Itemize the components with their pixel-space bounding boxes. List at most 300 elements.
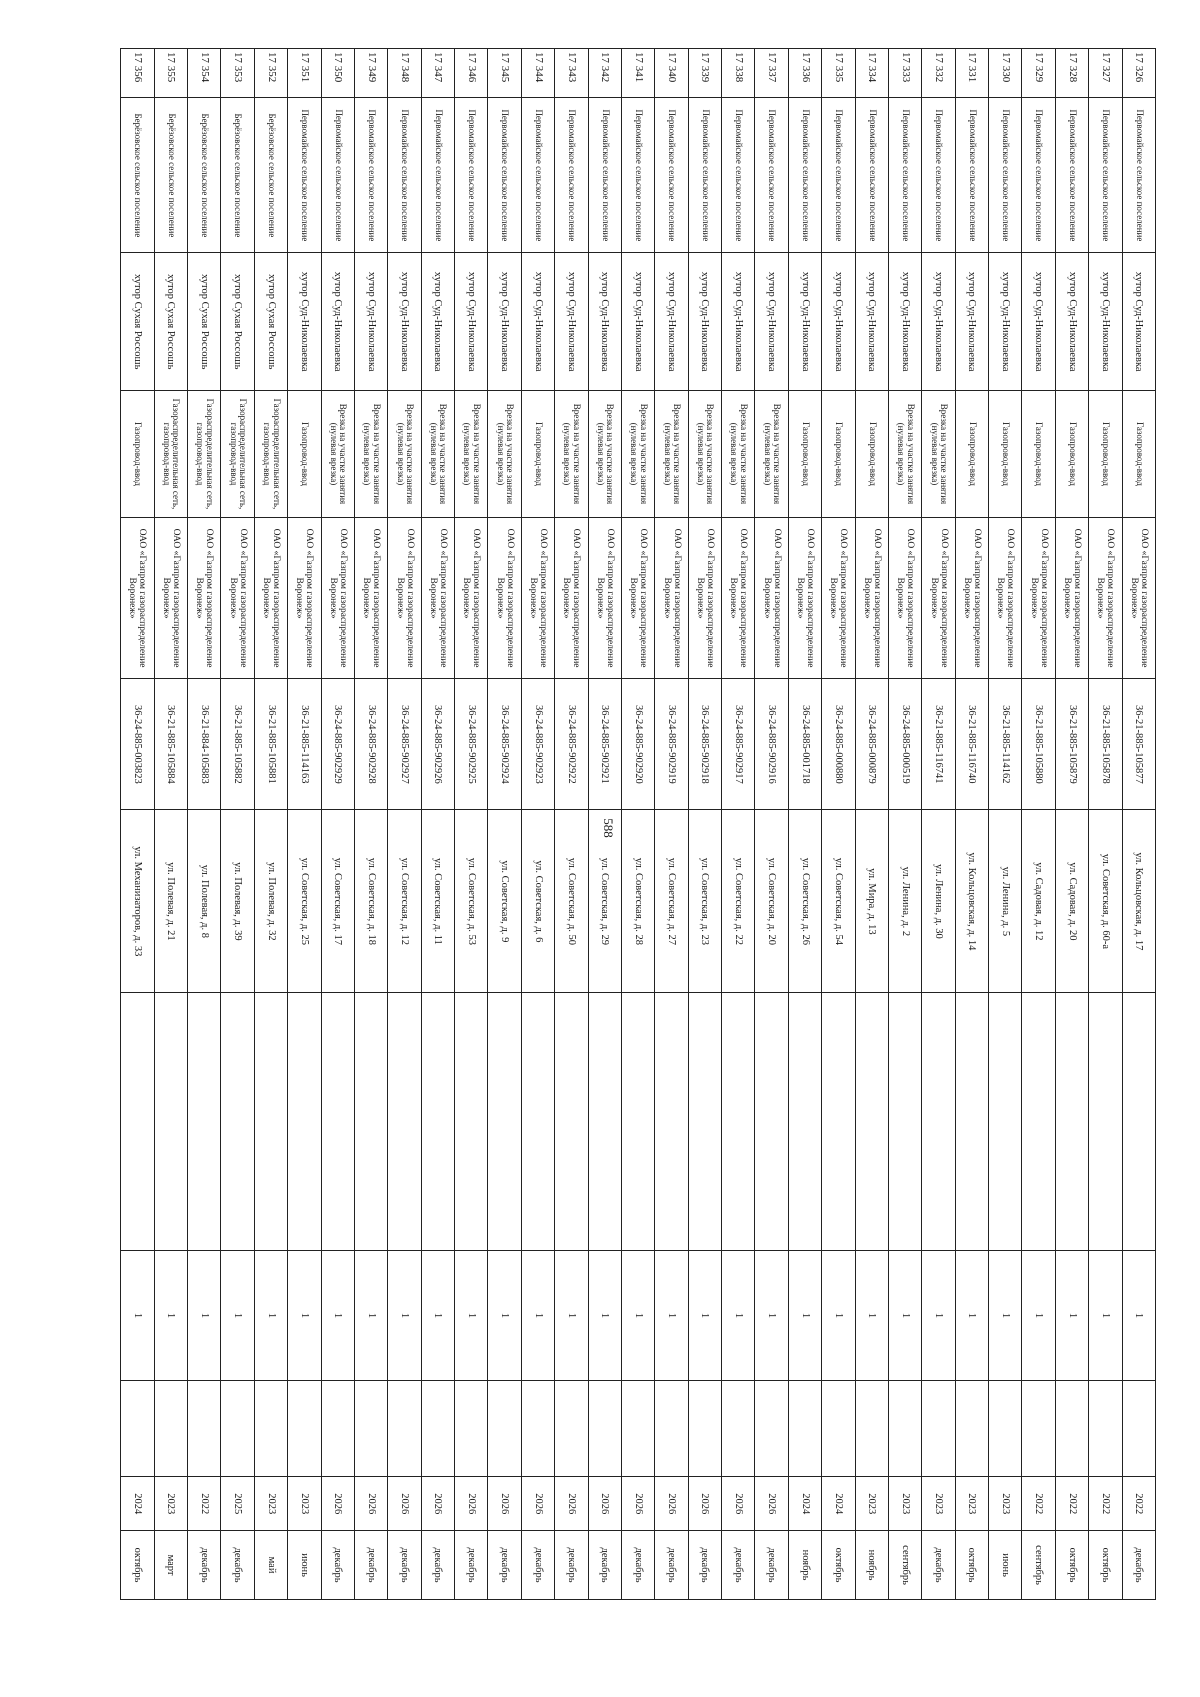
address-cell: ул. Советская, д. 9 [488, 810, 521, 993]
address-cell: ул. Садовая, д. 12 [1022, 810, 1055, 993]
empty-cell [1055, 1380, 1088, 1477]
object-code-cell: 36-21-885-105878 [1089, 679, 1122, 810]
empty-cell [788, 993, 821, 1251]
table-row [254, 49, 287, 1600]
object-type-cell: Газопровод-ввод [121, 391, 155, 518]
locality-cell: хутор Суд-Николаевка [1055, 253, 1088, 391]
month-cell: ноябрь [788, 1531, 821, 1600]
month-cell: декабрь [655, 1531, 688, 1600]
month-cell: декабрь [488, 1531, 521, 1600]
month-cell: декабрь [622, 1531, 655, 1600]
locality-cell: хутор Суд-Николаевка [788, 253, 821, 391]
address-cell: ул. Советская, д. 60-а [1089, 810, 1122, 993]
row-number: 17 354 [188, 49, 221, 98]
empty-cell [1089, 1380, 1122, 1477]
object-type-cell: Газопровод-ввод [1089, 391, 1122, 518]
empty-cell [121, 993, 155, 1251]
object-code-cell: 36-24-885-003823 [121, 679, 155, 810]
object-type-cell: Газопровод-ввод [1122, 391, 1155, 518]
empty-cell [254, 1380, 287, 1477]
month-cell: октябрь [1055, 1531, 1088, 1600]
year-cell: 2026 [488, 1477, 521, 1531]
table-row [188, 49, 221, 1600]
empty-cell [588, 1380, 621, 1477]
settlement-cell: Первомайское сельское поселение [521, 98, 554, 253]
empty-cell [989, 1380, 1022, 1477]
empty-cell [221, 1380, 254, 1477]
owner-cell: ОАО «Газпром газораспределение Воронеж» [855, 517, 888, 678]
year-cell: 2024 [822, 1477, 855, 1531]
object-code-cell: 36-24-885-902924 [488, 679, 521, 810]
settlement-cell: Первомайское сельское поселение [922, 98, 955, 253]
locality-cell: хутор Сухая Россошь [154, 253, 187, 391]
year-cell: 2024 [121, 1477, 155, 1531]
year-cell: 2026 [421, 1477, 454, 1531]
object-type-cell: Врезка на участке занятия (нулевая врезка) [455, 391, 488, 518]
year-cell: 2022 [1122, 1477, 1155, 1531]
settlement-cell: Первомайское сельское поселение [1022, 98, 1055, 253]
empty-cell [1055, 993, 1088, 1251]
settlement-cell: Первомайское сельское поселение [655, 98, 688, 253]
address-cell: ул. Советская, д. 12 [388, 810, 421, 993]
empty-cell [288, 993, 321, 1251]
empty-cell [288, 1380, 321, 1477]
table-row [221, 49, 254, 1600]
empty-cell [188, 1380, 221, 1477]
object-type-cell: Врезка на участке занятия (нулевая врезка) [321, 391, 354, 518]
object-code-cell: 36-21-885-105881 [254, 679, 287, 810]
row-number: 17 341 [622, 49, 655, 98]
month-cell: декабрь [388, 1531, 421, 1600]
empty-cell [1089, 993, 1122, 1251]
object-code-cell: 36-21-885-116741 [922, 679, 955, 810]
empty-cell [521, 993, 554, 1251]
month-cell: октябрь [822, 1531, 855, 1600]
owner-cell: ОАО «Газпром газораспределение Воронеж» [989, 517, 1022, 678]
settlement-cell: Первомайское сельское поселение [555, 98, 588, 253]
empty-cell [521, 1380, 554, 1477]
row-number: 17 337 [755, 49, 788, 98]
year-cell: 2026 [555, 1477, 588, 1531]
year-cell: 2026 [521, 1477, 554, 1531]
object-code-cell: 36-24-885-902916 [755, 679, 788, 810]
settlement-cell: Первомайское сельское поселение [288, 98, 321, 253]
locality-cell: хутор Суд-Николаевка [555, 253, 588, 391]
table-row [755, 49, 788, 1600]
object-type-cell: Врезка на участке занятия (нулевая врезка) [922, 391, 955, 518]
empty-cell [822, 993, 855, 1251]
row-number: 17 352 [254, 49, 287, 98]
owner-cell: ОАО «Газпром газораспределение Воронеж» [121, 517, 155, 678]
settlement-cell: Берёзовское сельское поселение [121, 98, 155, 253]
object-type-cell: Газопровод-ввод [855, 391, 888, 518]
address-cell: ул. Советская, д. 17 [321, 810, 354, 993]
table-row [955, 49, 988, 1600]
settlement-cell: Первомайское сельское поселение [722, 98, 755, 253]
empty-cell [622, 1380, 655, 1477]
quantity-cell: 1 [121, 1251, 155, 1380]
owner-cell: ОАО «Газпром газораспределение Воронеж» [622, 517, 655, 678]
locality-cell: хутор Суд-Николаевка [755, 253, 788, 391]
table-row [889, 49, 922, 1600]
object-code-cell: 36-21-885-105877 [1122, 679, 1155, 810]
owner-cell: ОАО «Газпром газораспределение Воронеж» [321, 517, 354, 678]
empty-cell [955, 993, 988, 1251]
address-cell: ул. Полевая, д. 8 [188, 810, 221, 993]
empty-cell [1022, 993, 1055, 1251]
owner-cell: ОАО «Газпром газораспределение Воронеж» [889, 517, 922, 678]
empty-cell [722, 1380, 755, 1477]
month-cell: декабрь [722, 1531, 755, 1600]
empty-cell [221, 993, 254, 1251]
settlement-cell: Первомайское сельское поселение [1055, 98, 1088, 253]
quantity-cell: 1 [421, 1251, 454, 1380]
object-type-cell: Газопровод-ввод [521, 391, 554, 518]
quantity-cell: 1 [755, 1251, 788, 1380]
empty-cell [121, 1380, 155, 1477]
settlement-cell: Первомайское сельское поселение [388, 98, 421, 253]
address-cell: ул. Советская, д. 27 [655, 810, 688, 993]
year-cell: 2023 [955, 1477, 988, 1531]
object-type-cell: Врезка на участке занятия (нулевая врезка) [889, 391, 922, 518]
table-row [421, 49, 454, 1600]
month-cell: март [154, 1531, 187, 1600]
object-code-cell: 36-24-885-000879 [855, 679, 888, 810]
locality-cell: хутор Сухая Россошь [254, 253, 287, 391]
table-row [655, 49, 688, 1600]
locality-cell: хутор Суд-Николаевка [622, 253, 655, 391]
object-type-cell: Врезка на участке занятия (нулевая врезка) [388, 391, 421, 518]
table-row [855, 49, 888, 1600]
row-number: 17 333 [889, 49, 922, 98]
empty-cell [188, 993, 221, 1251]
empty-cell [421, 993, 454, 1251]
quantity-cell: 1 [555, 1251, 588, 1380]
quantity-cell: 1 [688, 1251, 721, 1380]
owner-cell: ОАО «Газпром газораспределение Воронеж» [1122, 517, 1155, 678]
object-code-cell: 36-21-885-116740 [955, 679, 988, 810]
locality-cell: хутор Суд-Николаевка [488, 253, 521, 391]
year-cell: 2025 [221, 1477, 254, 1531]
year-cell: 2022 [1055, 1477, 1088, 1531]
table-row [588, 49, 621, 1600]
row-number: 17 347 [421, 49, 454, 98]
row-number: 17 336 [788, 49, 821, 98]
locality-cell: хутор Суд-Николаевка [889, 253, 922, 391]
object-type-cell: Газопровод-ввод [788, 391, 821, 518]
owner-cell: ОАО «Газпром газораспределение Воронеж» [1055, 517, 1088, 678]
settlement-cell: Первомайское сельское поселение [421, 98, 454, 253]
locality-cell: хутор Суд-Николаевка [822, 253, 855, 391]
locality-cell: хутор Суд-Николаевка [1022, 253, 1055, 391]
quantity-cell: 1 [855, 1251, 888, 1380]
owner-cell: ОАО «Газпром газораспределение Воронеж» [555, 517, 588, 678]
quantity-cell: 1 [288, 1251, 321, 1380]
year-cell: 2024 [788, 1477, 821, 1531]
month-cell: октябрь [121, 1531, 155, 1600]
locality-cell: хутор Сухая Россошь [188, 253, 221, 391]
owner-cell: ОАО «Газпром газораспределение Воронеж» [455, 517, 488, 678]
empty-cell [788, 1380, 821, 1477]
year-cell: 2023 [254, 1477, 287, 1531]
object-type-cell: Газопровод-ввод [822, 391, 855, 518]
settlement-cell: Берёзовское сельское поселение [188, 98, 221, 253]
owner-cell: ОАО «Газпром газораспределение Воронеж» [254, 517, 287, 678]
settlement-cell: Первомайское сельское поселение [588, 98, 621, 253]
address-cell: ул. Полевая, д. 39 [221, 810, 254, 993]
settlement-cell: Первомайское сельское поселение [822, 98, 855, 253]
table-row [722, 49, 755, 1600]
locality-cell: хутор Суд-Николаевка [855, 253, 888, 391]
address-cell: ул. Советская, д. 18 [355, 810, 388, 993]
object-type-cell: Врезка на участке занятия (нулевая врезка) [488, 391, 521, 518]
year-cell: 2022 [188, 1477, 221, 1531]
empty-cell [822, 1380, 855, 1477]
year-cell: 2026 [321, 1477, 354, 1531]
table-row [1089, 49, 1122, 1600]
quantity-cell: 1 [321, 1251, 354, 1380]
month-cell: декабрь [355, 1531, 388, 1600]
empty-cell [755, 1380, 788, 1477]
year-cell: 2026 [588, 1477, 621, 1531]
settlement-cell: Первомайское сельское поселение [1122, 98, 1155, 253]
owner-cell: ОАО «Газпром газораспределение Воронеж» [1022, 517, 1055, 678]
address-cell: ул. Кольцовская, д. 17 [1122, 810, 1155, 993]
table-row [521, 49, 554, 1600]
owner-cell: ОАО «Газпром газораспределение Воронеж» [288, 517, 321, 678]
row-number: 17 345 [488, 49, 521, 98]
month-cell: сентябрь [889, 1531, 922, 1600]
object-type-cell: Врезка на участке занятия (нулевая врезка) [688, 391, 721, 518]
empty-cell [321, 993, 354, 1251]
object-type-cell: Газопровод-ввод [1055, 391, 1088, 518]
object-type-cell: Газопровод-ввод [989, 391, 1022, 518]
owner-cell: ОАО «Газпром газораспределение Воронеж» [188, 517, 221, 678]
owner-cell: ОАО «Газпром газораспределение Воронеж» [755, 517, 788, 678]
table-wrapper [120, 48, 1156, 1600]
empty-cell [955, 1380, 988, 1477]
object-code-cell: 36-24-885-902925 [455, 679, 488, 810]
empty-cell [655, 1380, 688, 1477]
row-number: 17 344 [521, 49, 554, 98]
year-cell: 2023 [989, 1477, 1022, 1531]
year-cell: 2026 [755, 1477, 788, 1531]
object-code-cell: 36-24-885-902929 [321, 679, 354, 810]
settlement-cell: Первомайское сельское поселение [321, 98, 354, 253]
month-cell: декабрь [922, 1531, 955, 1600]
row-number: 17 356 [121, 49, 155, 98]
gasification-table [120, 48, 1156, 1600]
address-cell: ул. Советская, д. 26 [788, 810, 821, 993]
month-cell: май [254, 1531, 287, 1600]
settlement-cell: Первомайское сельское поселение [755, 98, 788, 253]
locality-cell: хутор Суд-Николаевка [288, 253, 321, 391]
year-cell: 2022 [1022, 1477, 1055, 1531]
address-cell: ул. Советская, д. 50 [555, 810, 588, 993]
month-cell: июнь [288, 1531, 321, 1600]
locality-cell: хутор Суд-Николаевка [588, 253, 621, 391]
empty-cell [755, 993, 788, 1251]
settlement-cell: Первомайское сельское поселение [889, 98, 922, 253]
row-number: 17 327 [1089, 49, 1122, 98]
owner-cell: ОАО «Газпром газораспределение Воронеж» [355, 517, 388, 678]
row-number: 17 348 [388, 49, 421, 98]
empty-cell [355, 993, 388, 1251]
quantity-cell: 1 [388, 1251, 421, 1380]
empty-cell [455, 1380, 488, 1477]
month-cell: декабрь [521, 1531, 554, 1600]
year-cell: 2023 [154, 1477, 187, 1531]
empty-cell [455, 993, 488, 1251]
object-type-cell: Газораспределительная сеть, газопровод-ввод [188, 391, 221, 518]
address-cell: ул. Полевая, д. 21 [154, 810, 187, 993]
object-code-cell: 36-21-884-105883 [188, 679, 221, 810]
row-number: 17 331 [955, 49, 988, 98]
month-cell: декабрь [321, 1531, 354, 1600]
month-cell: июнь [989, 1531, 1022, 1600]
quantity-cell: 1 [788, 1251, 821, 1380]
object-code-cell: 36-24-885-902918 [688, 679, 721, 810]
row-number: 17 339 [688, 49, 721, 98]
quantity-cell: 1 [889, 1251, 922, 1380]
empty-cell [855, 1380, 888, 1477]
month-cell: декабрь [1122, 1531, 1155, 1600]
owner-cell: ОАО «Газпром газораспределение Воронеж» [655, 517, 688, 678]
page-number: 588 [600, 818, 616, 838]
empty-cell [688, 993, 721, 1251]
locality-cell: хутор Суд-Николаевка [688, 253, 721, 391]
object-code-cell: 36-24-885-902926 [421, 679, 454, 810]
empty-cell [555, 1380, 588, 1477]
locality-cell: хутор Суд-Николаевка [1122, 253, 1155, 391]
object-code-cell: 36-24-885-902927 [388, 679, 421, 810]
year-cell: 2023 [922, 1477, 955, 1531]
quantity-cell: 1 [989, 1251, 1022, 1380]
address-cell: ул. Советская, д. 25 [288, 810, 321, 993]
locality-cell: хутор Суд-Николаевка [655, 253, 688, 391]
settlement-cell: Первомайское сельское поселение [1089, 98, 1122, 253]
row-number: 17 326 [1122, 49, 1155, 98]
object-type-cell: Газораспределительная сеть, газопровод-ввод [154, 391, 187, 518]
quantity-cell: 1 [1022, 1251, 1055, 1380]
quantity-cell: 1 [622, 1251, 655, 1380]
empty-cell [488, 1380, 521, 1477]
empty-cell [388, 993, 421, 1251]
object-type-cell: Газораспределительная сеть, газопровод-ввод [254, 391, 287, 518]
owner-cell: ОАО «Газпром газораспределение Воронеж» [722, 517, 755, 678]
owner-cell: ОАО «Газпром газораспределение Воронеж» [822, 517, 855, 678]
quantity-cell: 1 [588, 1251, 621, 1380]
quantity-cell: 1 [655, 1251, 688, 1380]
empty-cell [889, 1380, 922, 1477]
owner-cell: ОАО «Газпром газораспределение Воронеж» [421, 517, 454, 678]
quantity-cell: 1 [221, 1251, 254, 1380]
row-number: 17 328 [1055, 49, 1088, 98]
month-cell: октябрь [1089, 1531, 1122, 1600]
quantity-cell: 1 [188, 1251, 221, 1380]
month-cell: декабрь [688, 1531, 721, 1600]
locality-cell: хутор Суд-Николаевка [455, 253, 488, 391]
year-cell: 2026 [655, 1477, 688, 1531]
locality-cell: хутор Суд-Николаевка [722, 253, 755, 391]
address-cell: ул. Советская, д. 6 [521, 810, 554, 993]
row-number: 17 332 [922, 49, 955, 98]
object-type-cell: Врезка на участке занятия (нулевая врезка) [355, 391, 388, 518]
table-row [121, 49, 155, 1600]
object-code-cell: 36-24-885-001718 [788, 679, 821, 810]
empty-cell [154, 993, 187, 1251]
owner-cell: ОАО «Газпром газораспределение Воронеж» [521, 517, 554, 678]
settlement-cell: Первомайское сельское поселение [622, 98, 655, 253]
row-number: 17 349 [355, 49, 388, 98]
object-type-cell: Врезка на участке занятия (нулевая врезка) [622, 391, 655, 518]
address-cell: ул. Полевая, д. 32 [254, 810, 287, 993]
settlement-cell: Берёзовское сельское поселение [221, 98, 254, 253]
quantity-cell: 1 [822, 1251, 855, 1380]
locality-cell: хутор Суд-Николаевка [922, 253, 955, 391]
empty-cell [488, 993, 521, 1251]
object-code-cell: 36-24-885-902928 [355, 679, 388, 810]
locality-cell: хутор Суд-Николаевка [321, 253, 354, 391]
empty-cell [154, 1380, 187, 1477]
table-row [622, 49, 655, 1600]
empty-cell [622, 993, 655, 1251]
month-cell: декабрь [188, 1531, 221, 1600]
settlement-cell: Первомайское сельское поселение [455, 98, 488, 253]
address-cell: ул. Советская, д. 20 [755, 810, 788, 993]
empty-cell [421, 1380, 454, 1477]
settlement-cell: Первомайское сельское поселение [488, 98, 521, 253]
year-cell: 2026 [688, 1477, 721, 1531]
locality-cell: хутор Суд-Николаевка [388, 253, 421, 391]
table-row [555, 49, 588, 1600]
month-cell: декабрь [555, 1531, 588, 1600]
table-row [388, 49, 421, 1600]
object-code-cell: 36-21-885-105880 [1022, 679, 1055, 810]
table-row [1122, 49, 1155, 1600]
row-number: 17 330 [989, 49, 1022, 98]
year-cell: 2026 [388, 1477, 421, 1531]
row-number: 17 342 [588, 49, 621, 98]
address-cell: ул. Ленина, д. 2 [889, 810, 922, 993]
year-cell: 2026 [355, 1477, 388, 1531]
owner-cell: ОАО «Газпром газораспределение Воронеж» [588, 517, 621, 678]
address-cell: ул. Механизаторов, д. 33 [121, 810, 155, 993]
settlement-cell: Первомайское сельское поселение [688, 98, 721, 253]
month-cell: октябрь [955, 1531, 988, 1600]
quantity-cell: 1 [488, 1251, 521, 1380]
month-cell: декабрь [221, 1531, 254, 1600]
table-row [154, 49, 187, 1600]
row-number: 17 340 [655, 49, 688, 98]
object-type-cell: Газопровод-ввод [1022, 391, 1055, 518]
locality-cell: хутор Суд-Николаевка [989, 253, 1022, 391]
object-type-cell: Газопровод-ввод [288, 391, 321, 518]
empty-cell [922, 993, 955, 1251]
owner-cell: ОАО «Газпром газораспределение Воронеж» [221, 517, 254, 678]
year-cell: 2023 [855, 1477, 888, 1531]
table-row [321, 49, 354, 1600]
object-type-cell: Врезка на участке занятия (нулевая врезка) [755, 391, 788, 518]
table-row [355, 49, 388, 1600]
object-code-cell: 36-21-885-114163 [288, 679, 321, 810]
owner-cell: ОАО «Газпром газораспределение Воронеж» [388, 517, 421, 678]
row-number: 17 335 [822, 49, 855, 98]
address-cell: ул. Советская, д. 53 [455, 810, 488, 993]
object-code-cell: 36-24-885-902923 [521, 679, 554, 810]
table-row [989, 49, 1022, 1600]
empty-cell [889, 993, 922, 1251]
